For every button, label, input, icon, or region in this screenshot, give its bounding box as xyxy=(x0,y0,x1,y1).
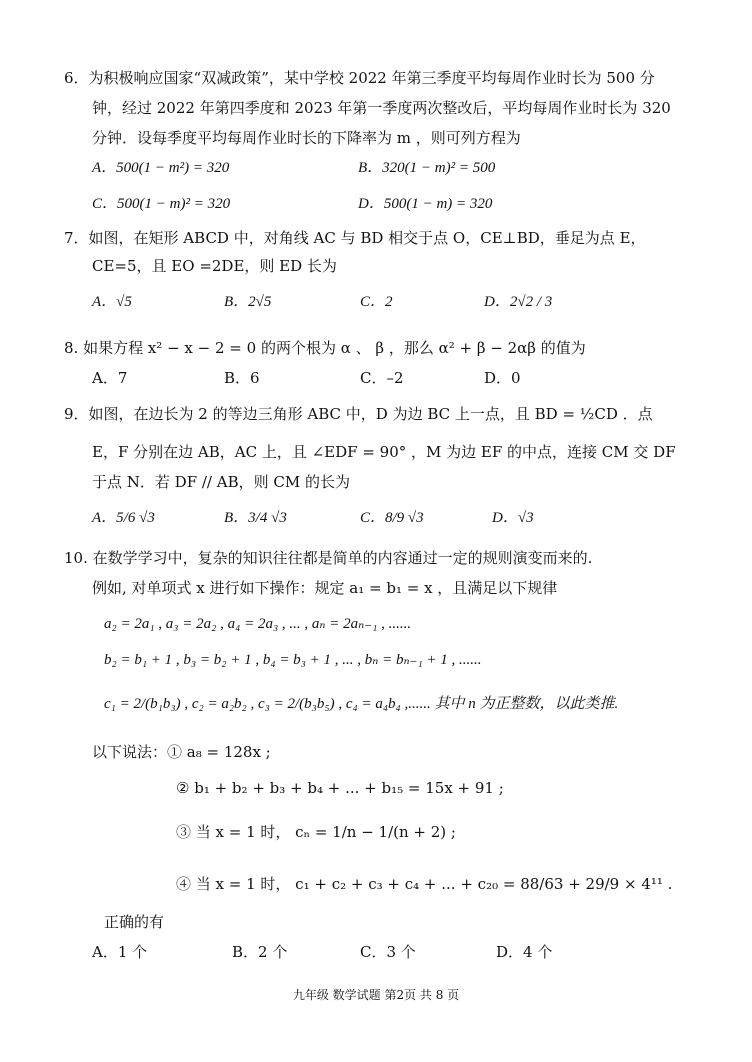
q7-option-b[interactable]: B．2√5 xyxy=(224,294,272,310)
q6-option-c[interactable]: C．500(1 − m)² = 320 xyxy=(92,196,231,212)
q10-sequence-b: b₂ = b₁ + 1 , b₃ = b₂ + 1 , b₄ = b₃ + 1 , ... , bₙ = bₙ₋₁ + 1 , ...... xyxy=(104,652,482,668)
q9-line-2: E，F 分别在边 AB，AC 上，且 ∠EDF = 90° ，M 为边 EF 的中点，连接 CM 交 DF xyxy=(92,443,676,461)
q10-statement-2: ② b₁ + b₂ + b₃ + b₄ + ... + b₁₅ = 15x + 91 ; xyxy=(176,779,504,797)
q7-option-d[interactable]: D．2√2 / 3 xyxy=(484,294,553,310)
q10-statement-1: 以下说法：① a₈ = 128x ; xyxy=(92,743,271,761)
q9-line-3: 于点 N．若 DF // AB，则 CM 的长为 xyxy=(92,473,350,491)
q10-option-a[interactable]: A．1 个 xyxy=(92,943,148,961)
q8-option-a[interactable]: A．7 xyxy=(92,369,128,387)
q6-line-1: 6．为积极响应国家“双减政策”，某中学校 2022 年第三季度平均每周作业时长为 500 分 xyxy=(64,69,655,87)
q8-option-b[interactable]: B．6 xyxy=(224,369,260,387)
q10-sequence-c: c₁ = 2/(b₁b₃) , c₂ = a₂b₂ , c₃ = 2/(b₃b₅) , c₄ = a₄b₄ ,...... 其中 n 为正整数，以此类推. xyxy=(104,696,619,712)
q6-option-d[interactable]: D．500(1 − m) = 320 xyxy=(358,196,493,212)
q6-option-b[interactable]: B．320(1 − m)² = 500 xyxy=(358,160,496,176)
q9-line-1: 9．如图，在边长为 2 的等边三角形 ABC 中，D 为边 BC 上一点，且 BD = ½CD ．点 xyxy=(64,405,653,423)
q7-option-c[interactable]: C．2 xyxy=(360,294,393,310)
q9-option-d[interactable]: D．√3 xyxy=(492,510,534,526)
q10-line-1: 10. 在数学学习中，复杂的知识往往都是简单的内容通过一定的规则演变而来的. xyxy=(64,549,593,567)
q9-option-c[interactable]: C．8/9 √3 xyxy=(360,510,424,526)
q8-option-c[interactable]: C．–2 xyxy=(360,369,404,387)
q6-line-2: 钟，经过 2022 年第四季度和 2023 年第一季度两次整改后，平均每周作业时长为 320 xyxy=(92,99,671,117)
q8-line-1: 8. 如果方程 x² − x − 2 = 0 的两个根为 α 、 β ，那么 α² + β − 2αβ 的值为 xyxy=(64,339,586,357)
q9-option-a[interactable]: A．5/6 √3 xyxy=(92,510,155,526)
q6-line-3: 分钟．设每季度平均每周作业时长的下降率为 m ，则可列方程为 xyxy=(92,129,521,147)
page-footer: 九年级 数学试题 第2页 共 8 页 xyxy=(292,988,460,1002)
q10-statement-4: ④ 当 x = 1 时， c₁ + c₂ + c₃ + c₄ + ... + c₂₀ = 88/63 + 29/9 × 4¹¹ . xyxy=(176,875,673,893)
q10-option-b[interactable]: B．2 个 xyxy=(232,943,288,961)
q7-line-1: 7．如图，在矩形 ABCD 中，对角线 AC 与 BD 相交于点 O，CE⊥BD，垂足为点 E， xyxy=(64,229,646,247)
q10-statement-3: ③ 当 x = 1 时， cₙ = 1/n − 1/(n + 2) ; xyxy=(176,823,456,841)
q10-prompt: 正确的有 xyxy=(104,913,165,931)
q7-line-2: CE=5，且 EO =2DE，则 ED 长为 xyxy=(92,257,337,275)
q10-option-c[interactable]: C．3 个 xyxy=(360,943,416,961)
q8-option-d[interactable]: D．0 xyxy=(484,369,521,387)
q9-option-b[interactable]: B．3/4 √3 xyxy=(224,510,287,526)
q10-line-2: 例如, 对单项式 x 进行如下操作：规定 a₁ = b₁ = x ，且满足以下规律 xyxy=(92,579,558,597)
q10-sequence-a: a₂ = 2a₁ , a₃ = 2a₂ , a₄ = 2a₃ , ... , aₙ = 2aₙ₋₁ , ...... xyxy=(104,616,412,632)
q7-option-a[interactable]: A．√5 xyxy=(92,294,132,310)
q6-option-a[interactable]: A．500(1 − m²) = 320 xyxy=(92,160,230,176)
q10-option-d[interactable]: D．4 个 xyxy=(496,943,553,961)
